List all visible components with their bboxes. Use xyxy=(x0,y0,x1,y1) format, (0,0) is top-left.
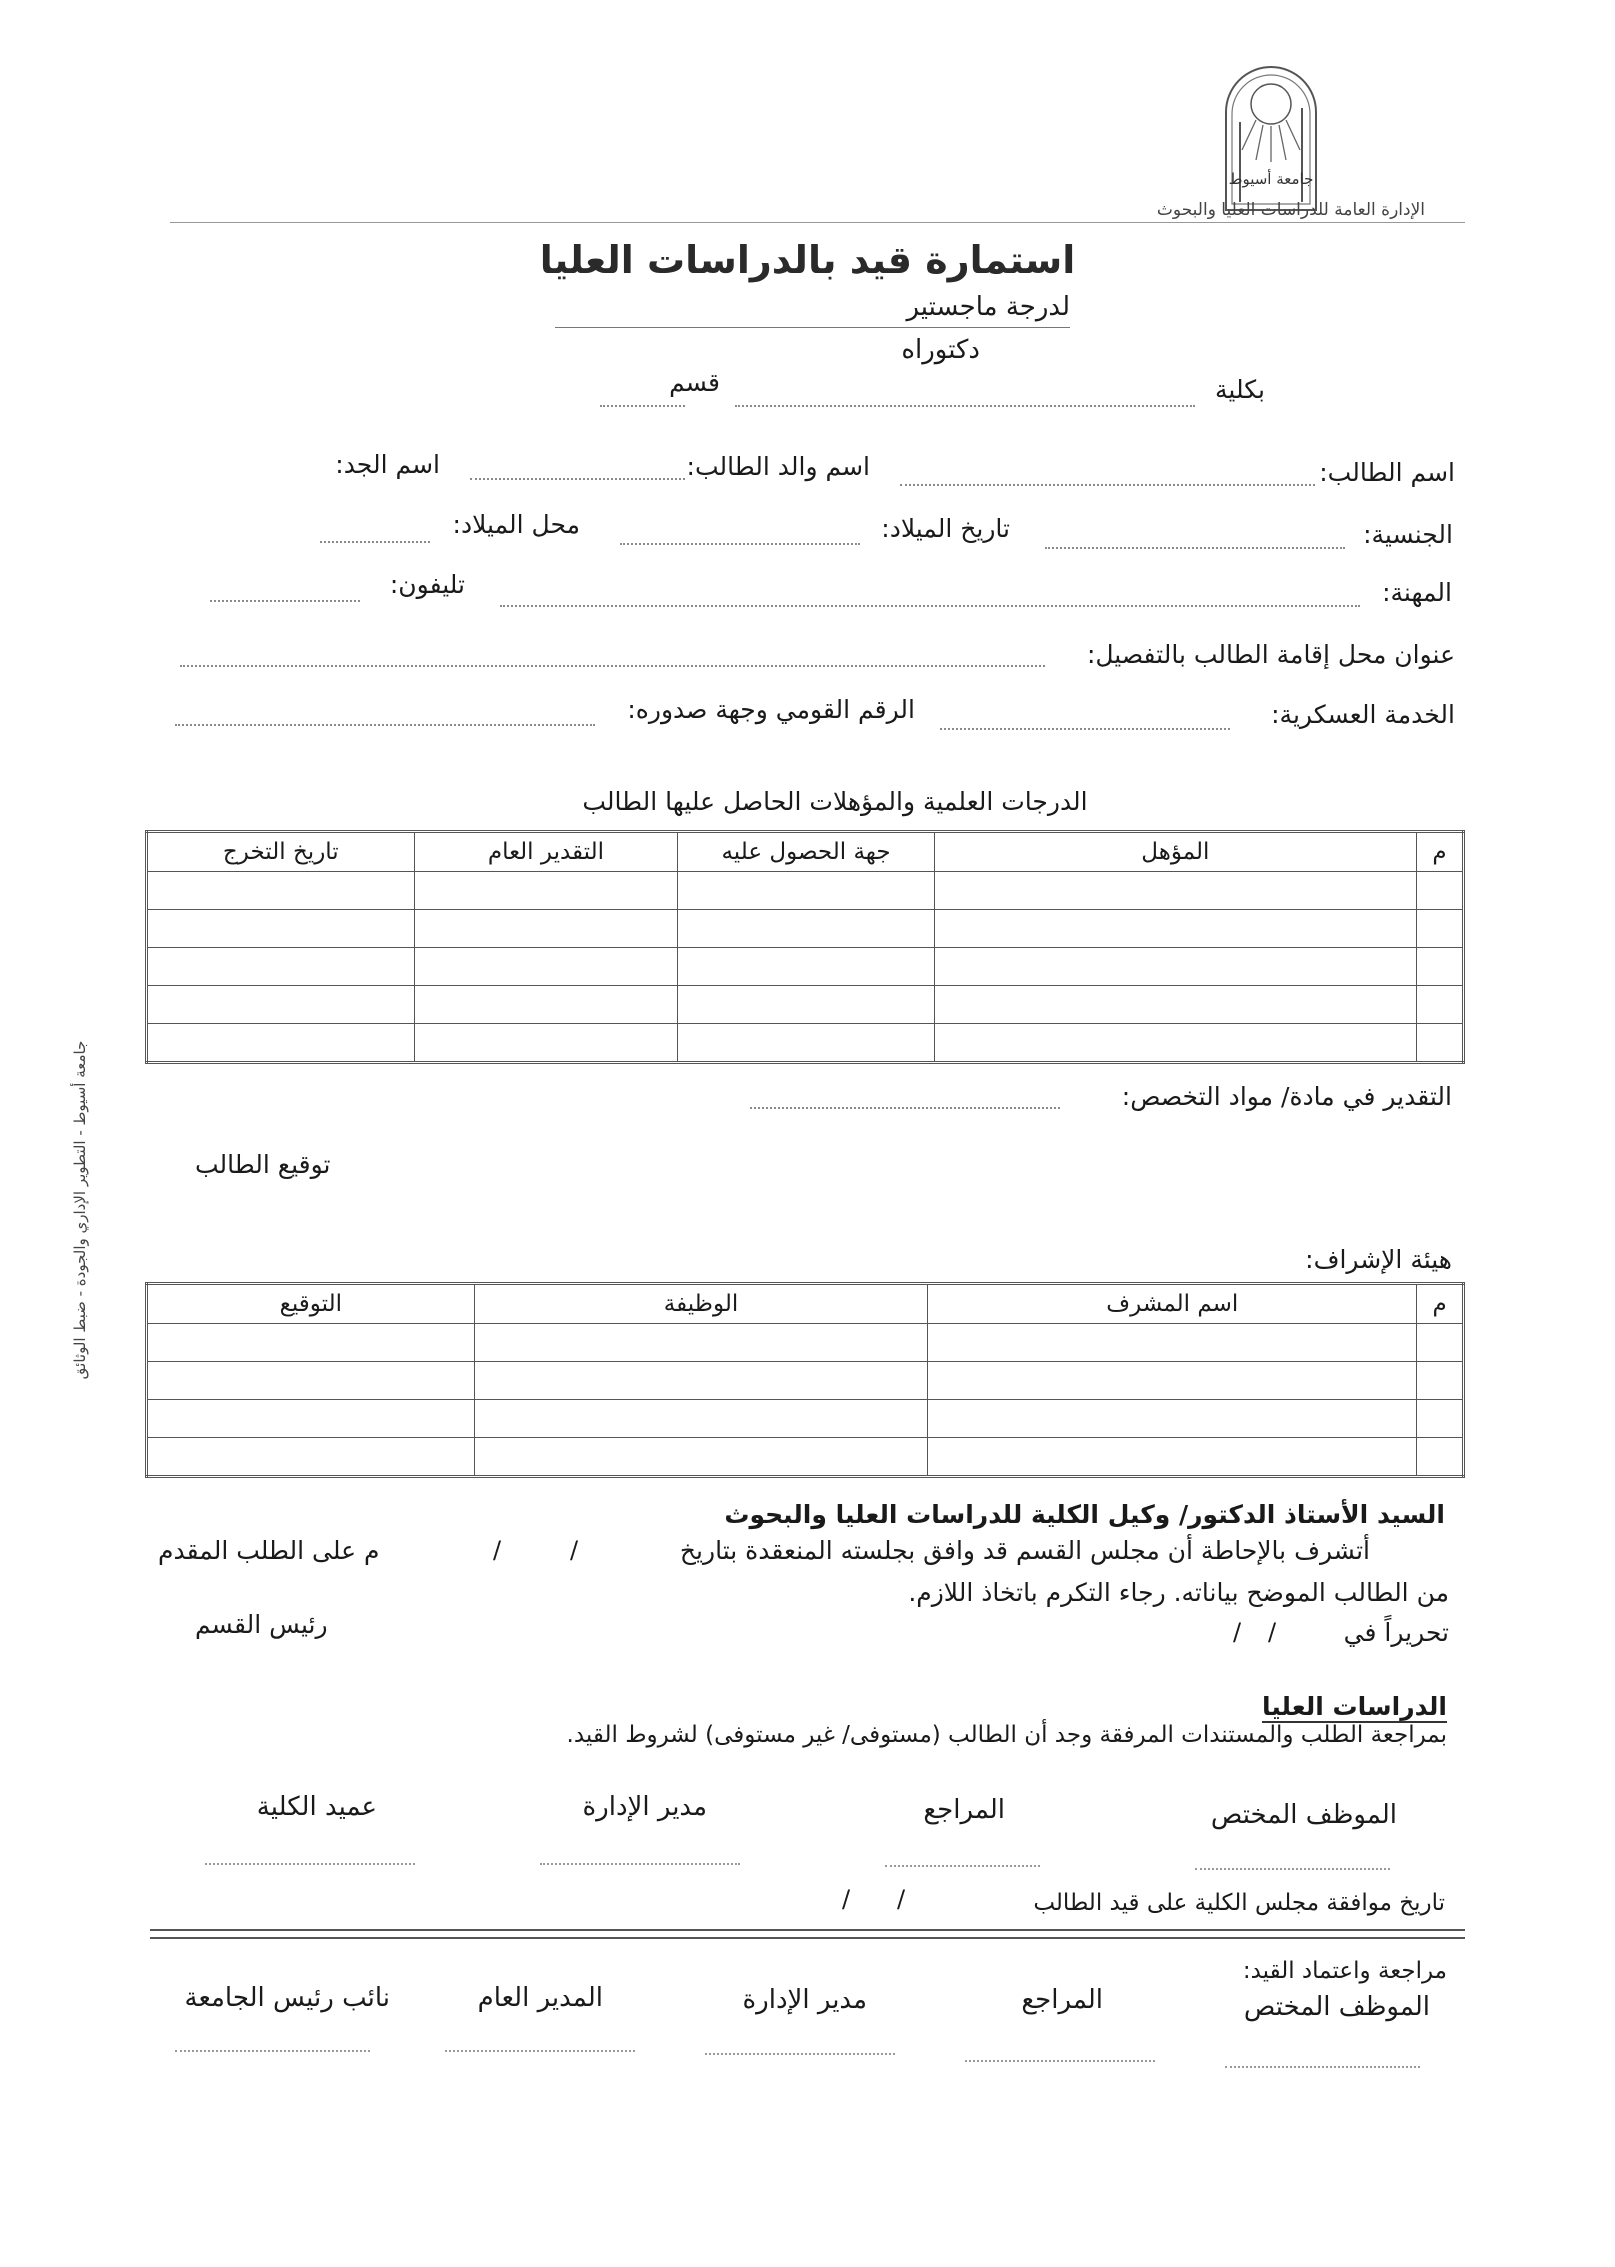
table-cell[interactable] xyxy=(678,872,935,910)
section-divider xyxy=(150,1937,1465,1939)
letter-line-2: من الطالب الموضح بياناته. رجاء التكرم باتخاذ اللازم. xyxy=(908,1578,1449,1607)
table-row xyxy=(147,1362,1464,1400)
grandfather-name-label: اسم الجد: xyxy=(335,450,440,479)
column-header: المؤهل xyxy=(934,832,1416,872)
review-admin-manager-line[interactable] xyxy=(705,2053,895,2055)
signatory-reviewer: المراجع xyxy=(923,1795,1005,1825)
table-cell[interactable] xyxy=(678,986,935,1024)
faculty-label: بكلية xyxy=(1215,375,1265,404)
specialist-signature-line[interactable] xyxy=(1195,1868,1390,1870)
military-service-input[interactable] xyxy=(940,728,1230,730)
table-cell[interactable] xyxy=(474,1438,928,1477)
department-header: الإدارة العامة للدراسات العليا والبحوث xyxy=(1156,200,1425,220)
header-divider xyxy=(170,222,1465,223)
date-separator: / xyxy=(570,1536,579,1564)
university-logo xyxy=(1218,52,1324,212)
qualifications-table xyxy=(145,830,1465,1064)
address-input[interactable] xyxy=(180,665,1045,667)
form-title: استمارة قيد بالدراسات العليا xyxy=(539,238,1076,282)
table-cell[interactable] xyxy=(928,1400,1417,1438)
review-reviewer: المراجع xyxy=(1021,1985,1103,2015)
profession-label: المهنة: xyxy=(1382,578,1452,607)
table-cell[interactable] xyxy=(928,1324,1417,1362)
birth-place-input[interactable] xyxy=(320,541,430,543)
signatory-admin-manager: مدير الإدارة xyxy=(582,1792,707,1822)
review-vice-president-line[interactable] xyxy=(175,2050,370,2052)
review-general-manager: المدير العام xyxy=(477,1983,603,2013)
table-cell[interactable] xyxy=(1417,1324,1464,1362)
margin-note xyxy=(55,980,105,1440)
table-cell[interactable] xyxy=(678,1024,935,1063)
column-header: التقدير العام xyxy=(414,832,678,872)
column-header: اسم المشرف xyxy=(928,1284,1417,1324)
admin-manager-signature-line[interactable] xyxy=(540,1863,740,1865)
table-row xyxy=(147,1324,1464,1362)
national-id-label: الرقم القومي وجهة صدوره: xyxy=(627,695,915,724)
letter-line-1-end: م على الطلب المقدم xyxy=(158,1536,380,1565)
graduate-studies-text: بمراجعة الطلب والمستندات المرفقة وجد أن الطالب (مستوفى/ غير مستوفى) لشروط القيد. xyxy=(566,1722,1447,1748)
column-header: م xyxy=(1417,1284,1464,1324)
signatory-dean: عميد الكلية xyxy=(256,1792,377,1822)
nationality-label: الجنسية: xyxy=(1363,520,1453,549)
section-input[interactable] xyxy=(600,405,685,407)
signatory-specialist: الموظف المختص xyxy=(1210,1800,1397,1830)
degree-masters: لدرجة ماجستير xyxy=(906,292,1070,322)
table-cell[interactable] xyxy=(147,1024,415,1063)
phone-input[interactable] xyxy=(210,600,360,602)
degree-phd: دكتوراه xyxy=(901,335,980,365)
supervision-title: هيئة الإشراف: xyxy=(1305,1245,1452,1274)
phone-label: تليفون: xyxy=(389,570,465,599)
written-on-label: تحريراً في xyxy=(1343,1618,1449,1647)
review-general-manager-line[interactable] xyxy=(445,2050,635,2052)
table-cell[interactable] xyxy=(1416,910,1463,948)
table-cell[interactable] xyxy=(678,948,935,986)
military-service-label: الخدمة العسكرية: xyxy=(1271,700,1455,729)
table-cell[interactable] xyxy=(147,986,415,1024)
date-separator: / xyxy=(1268,1618,1277,1646)
table-cell[interactable] xyxy=(934,1024,1416,1063)
birth-place-label: محل الميلاد: xyxy=(452,510,580,539)
student-name-label: اسم الطالب: xyxy=(1319,458,1455,487)
column-header: جهة الحصول عليه xyxy=(678,832,935,872)
table-cell[interactable] xyxy=(147,1400,475,1438)
birth-date-label: تاريخ الميلاد: xyxy=(881,514,1010,543)
date-separator: / xyxy=(897,1885,906,1913)
table-cell[interactable] xyxy=(414,910,678,948)
review-specialist: الموظف المختص xyxy=(1243,1992,1430,2022)
table-cell[interactable] xyxy=(1416,872,1463,910)
specialization-grade-label: التقدير في مادة/ مواد التخصص: xyxy=(1121,1082,1452,1111)
svg-text:جامعة أسيوط: جامعة أسيوط xyxy=(1228,170,1314,188)
review-title: مراجعة واعتماد القيد: xyxy=(1242,1958,1447,1984)
table-cell[interactable] xyxy=(928,1362,1417,1400)
date-separator: / xyxy=(842,1885,851,1913)
table-cell[interactable] xyxy=(678,910,935,948)
council-date-label: تاريخ موافقة مجلس الكلية على قيد الطالب xyxy=(1033,1890,1445,1916)
head-of-department-label: رئيس القسم xyxy=(195,1610,328,1639)
table-row xyxy=(147,986,1464,1024)
table-row xyxy=(147,948,1464,986)
review-specialist-line[interactable] xyxy=(1225,2066,1420,2068)
specialization-grade-input[interactable] xyxy=(750,1107,1060,1109)
father-name-input[interactable] xyxy=(470,478,685,480)
table-cell[interactable] xyxy=(934,872,1416,910)
table-cell[interactable] xyxy=(147,1362,475,1400)
column-header: تاريخ التخرج xyxy=(147,832,415,872)
table-cell[interactable] xyxy=(414,872,678,910)
table-cell[interactable] xyxy=(928,1438,1417,1477)
reviewer-signature-line[interactable] xyxy=(885,1865,1040,1867)
table-cell[interactable] xyxy=(934,948,1416,986)
table-cell[interactable] xyxy=(1416,1024,1463,1063)
section-label: قسم xyxy=(669,368,720,397)
column-header: التوقيع xyxy=(147,1284,475,1324)
address-label: عنوان محل إقامة الطالب بالتفصيل: xyxy=(1086,640,1455,669)
table-cell[interactable] xyxy=(414,948,678,986)
graduate-studies-title: الدراسات العليا xyxy=(1261,1692,1447,1721)
date-separator: / xyxy=(1233,1618,1242,1646)
table-cell[interactable] xyxy=(474,1400,928,1438)
student-signature-label: توقيع الطالب xyxy=(195,1150,331,1179)
table-cell[interactable] xyxy=(934,986,1416,1024)
table-cell[interactable] xyxy=(414,1024,678,1063)
dean-signature-line[interactable] xyxy=(205,1863,415,1865)
table-cell[interactable] xyxy=(1416,986,1463,1024)
nationality-input[interactable] xyxy=(1045,547,1345,549)
table-cell[interactable] xyxy=(147,910,415,948)
table-header-row xyxy=(147,832,1464,872)
national-id-input[interactable] xyxy=(175,724,595,726)
review-admin-manager: مدير الإدارة xyxy=(742,1985,867,2015)
column-header: الوظيفة xyxy=(474,1284,928,1324)
supervision-table xyxy=(145,1282,1465,1478)
student-name-input[interactable] xyxy=(900,484,1315,486)
table-cell[interactable] xyxy=(474,1324,928,1362)
birth-date-input[interactable] xyxy=(620,543,860,545)
table-cell[interactable] xyxy=(1417,1362,1464,1400)
margin-note-text: جامعة أسيوط - التطوير الإداري والجودة - ضبط الوثائق xyxy=(71,1040,89,1380)
table-row xyxy=(147,872,1464,910)
qualifications-title: الدرجات العلمية والمؤهلات الحاصل عليها الطالب xyxy=(582,787,1088,816)
table-cell[interactable] xyxy=(1417,1400,1464,1438)
column-header: م xyxy=(1416,832,1463,872)
father-name-label: اسم والد الطالب: xyxy=(686,452,870,481)
table-cell[interactable] xyxy=(147,872,415,910)
table-cell[interactable] xyxy=(414,986,678,1024)
table-cell[interactable] xyxy=(147,1324,475,1362)
degree-underline xyxy=(555,327,1070,328)
review-vice-president: نائب رئيس الجامعة xyxy=(184,1983,390,2013)
date-separator: / xyxy=(493,1536,502,1564)
table-cell[interactable] xyxy=(1417,1438,1464,1477)
letter-salutation: السيد الأستاذ الدكتور/ وكيل الكلية للدراسات العليا والبحوث xyxy=(724,1500,1445,1529)
table-cell[interactable] xyxy=(147,1438,475,1477)
table-cell[interactable] xyxy=(1416,948,1463,986)
table-row xyxy=(147,910,1464,948)
table-row xyxy=(147,1400,1464,1438)
section-divider xyxy=(150,1929,1465,1931)
table-cell[interactable] xyxy=(147,948,415,986)
table-cell[interactable] xyxy=(934,910,1416,948)
profession-input[interactable] xyxy=(500,605,1360,607)
table-row xyxy=(147,1024,1464,1063)
table-row xyxy=(147,1438,1464,1477)
review-reviewer-line[interactable] xyxy=(965,2060,1155,2062)
table-cell[interactable] xyxy=(474,1362,928,1400)
faculty-input[interactable] xyxy=(735,405,1195,407)
letter-line-1: أتشرف بالإحاطة أن مجلس القسم قد وافق بجلسته المنعقدة بتاريخ xyxy=(679,1536,1370,1565)
table-header-row xyxy=(147,1284,1464,1324)
